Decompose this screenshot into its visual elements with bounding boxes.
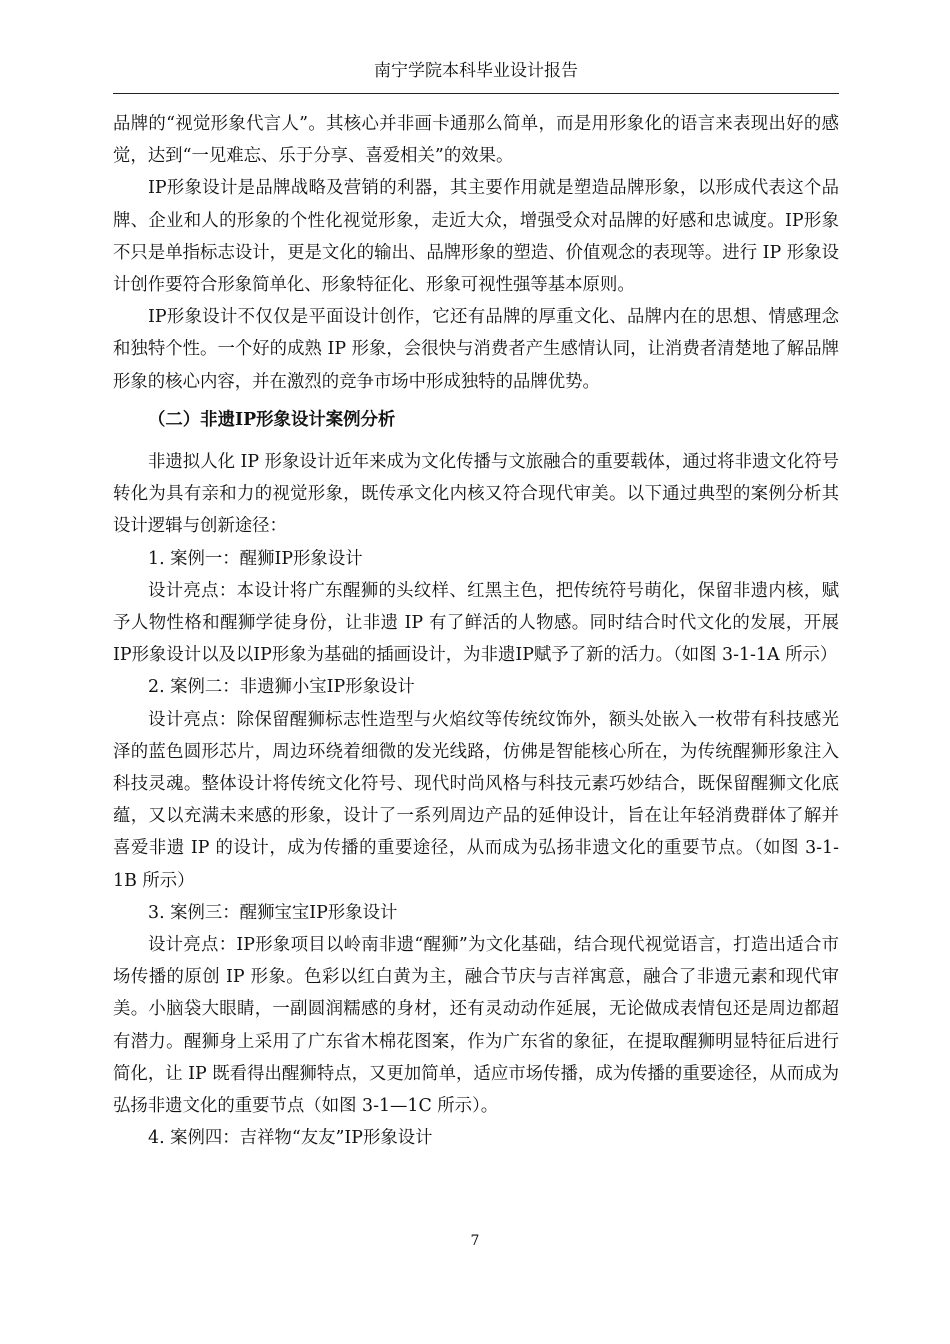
paragraph-ip-design-culture: IP形象设计不仅仅是平面设计创作，它还有品牌的厚重文化、品牌内在的思想、情感理念和独特个性。一个好的成熟 IP 形象，会很快与消费者产生感情认同，让消费者清楚地了解品牌形象的核心内容，并在激烈的竞争市场中形成独特的品牌优势。 bbox=[113, 307, 839, 392]
case-3-description: 设计亮点：IP形象项目以岭南非遗“醒狮”为文化基础，结合现代视觉语言，打造出适合市场传播的原创 IP 形象。色彩以红白黄为主，融合节庆与吉祥寓意，融合了非遗元素和现代审美。小脑袋大眼睛，一副圆润糯感的身材，还有灵动动作延展，无论做成表情包还是周边都超有潜力。醒狮身上采用了广东省木棉花图案，作为广东省的象征，在提取醒狮明显特征后进行简化，让 IP 既看得出醒狮特点，又更加简单，适应市场传播，成为传播的重要途径，从而成为弘扬非遗文化的重要节点（如图 3-1—1C 所示）。 bbox=[113, 935, 839, 1117]
header-divider bbox=[113, 93, 839, 94]
paragraph-case-intro: 非遗拟人化 IP 形象设计近年来成为文化传播与文旅融合的重要载体，通过将非遗文化符号转化为具有亲和力的视觉形象，既传承文化内核又符合现代审美。以下通过典型的案例分析其设计逻辑与创新途径： bbox=[113, 452, 839, 537]
case-2-description: 设计亮点：除保留醒狮标志性造型与火焰纹等传统纹饰外，额头处嵌入一枚带有科技感光泽的蓝色圆形芯片，周边环绕着细微的发光线路，仿佛是智能核心所在，为传统醒狮形象注入科技灵魂。整体设计将传统文化符号、现代时尚风格与科技元素巧妙结合，既保留醒狮文化底蕴，又以充满未来感的形象，设计了一系列周边产品的延伸设计，旨在让年轻消费群体了解并喜爱非遗 IP 的设计，成为传播的重要途径，从而成为弘扬非遗文化的重要节点。（如图 3-1-1B 所示） bbox=[113, 709, 839, 891]
page-header-title: 南宁学院本科毕业设计报告 bbox=[374, 61, 578, 81]
case-3-title: 3. 案例三：醒狮宝宝IP形象设计 bbox=[148, 902, 398, 923]
case-1-description: 设计亮点：本设计将广东醒狮的头纹样、红黑主色，把传统符号萌化，保留非遗内核，赋予人物性格和醒狮学徒身份，让非遗 IP 有了鲜活的人物感。同时结合时代文化的发展，开展IP形象设计以及以IP形象为基础的插画设计，为非遗IP赋予了新的活力。（如图 3-1-1A 所示） bbox=[113, 580, 839, 666]
case-2-title: 2. 案例二：非遗狮小宝IP形象设计 bbox=[148, 677, 415, 698]
body-text bbox=[113, 108, 839, 1155]
case-1-title: 1. 案例一：醒狮IP形象设计 bbox=[148, 548, 363, 569]
paragraph-ip-design-role: IP形象设计是品牌战略及营销的利器，其主要作用就是塑造品牌形象，以形成代表这个品牌、企业和人的形象的个性化视觉形象，走近大众，增强受众对品牌的好感和忠诚度。IP形象不只是单指标志设计，更是文化的输出、品牌形象的塑造、价值观念的表现等。进行 IP 形象设计创作要符合形象简单化、形象特征化、形象可视性强等基本原则。 bbox=[113, 178, 839, 296]
paragraph-continuation: 品牌的“视觉形象代言人”。其核心并非画卡通那么简单，而是用形象化的语言来表现出好的感觉，达到“一见难忘、乐于分享、喜爱相关”的效果。 bbox=[113, 114, 839, 167]
section-heading: （二）非遗IP形象设计案例分析 bbox=[148, 409, 396, 430]
page-number: 7 bbox=[470, 1233, 480, 1249]
case-4-title: 4. 案例四：吉祥物“友友”IP形象设计 bbox=[148, 1128, 433, 1149]
